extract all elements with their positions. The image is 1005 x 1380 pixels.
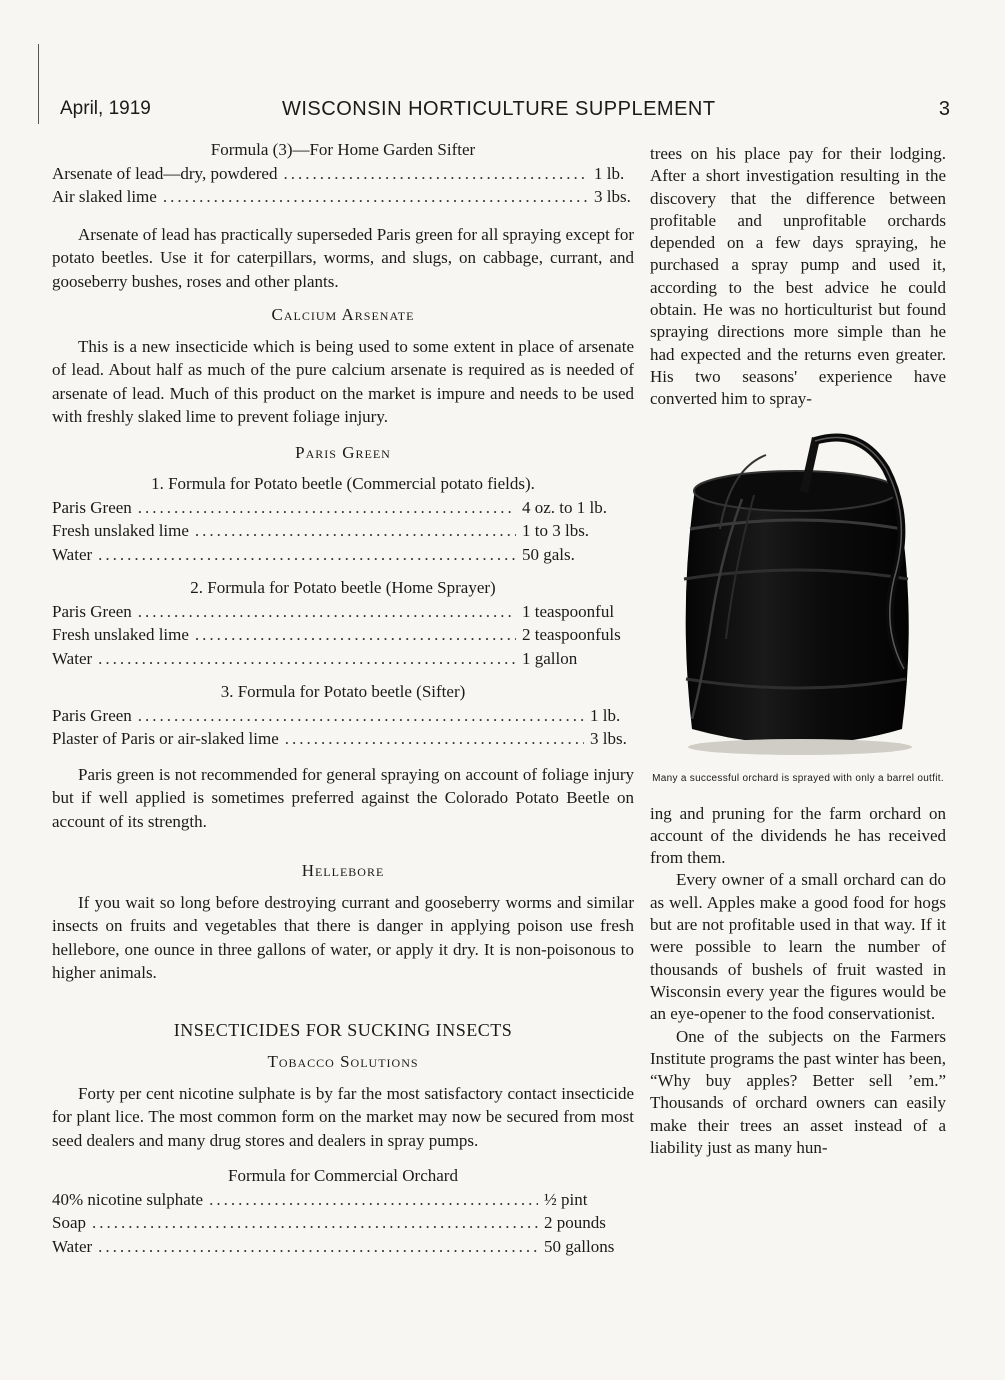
running-header bbox=[60, 98, 950, 126]
farmers-institute-paragraph: One of the subjects on the Farmers Institute programs the past winter has been, “Why buy apples? Better sell ’em.” Thousands of orchard owners can easily make their trees an asset instead of a liability just as many hun- bbox=[650, 1026, 947, 1158]
formula-row bbox=[52, 600, 634, 624]
ingredient-label: Plaster of Paris or air-slaked lime bbox=[52, 729, 279, 748]
ingredient-amount: 4 oz. to 1 lb. bbox=[522, 497, 607, 517]
ingredient-label: Water bbox=[52, 544, 93, 564]
header-title: WISCONSIN HORTICULTURE SUPPLEMENT bbox=[282, 98, 716, 120]
ingredient-label: Soap bbox=[52, 1213, 86, 1232]
ingredient-amount: 1 gallon bbox=[522, 648, 578, 668]
barrel-sprayer-photo-icon bbox=[650, 429, 946, 769]
formula-row bbox=[52, 496, 634, 520]
left-column bbox=[52, 138, 634, 1258]
paris-formula-3-title: 3. Formula for Potato beetle (Sifter) bbox=[220, 682, 466, 701]
formula-row bbox=[52, 727, 634, 751]
ingredient-amount: 1 lb. bbox=[594, 163, 625, 183]
ingredient-label: 40% nicotine sulphate bbox=[52, 1189, 204, 1209]
ingredient-amount: 2 pounds bbox=[544, 1213, 606, 1232]
ingredient-amount: 1 teaspoonful bbox=[522, 601, 615, 621]
ingredient-amount: 50 gallons bbox=[544, 1236, 615, 1256]
hellebore-heading: Hellebore bbox=[301, 861, 385, 880]
ingredient-amount: 3 lbs. bbox=[594, 187, 631, 206]
formula-row bbox=[52, 185, 634, 209]
formula-row bbox=[52, 1235, 634, 1259]
ingredient-amount: 3 lbs. bbox=[590, 729, 627, 748]
ingredient-label: Fresh unslaked lime bbox=[52, 521, 189, 540]
ingredient-amount: 50 gals. bbox=[522, 544, 575, 564]
calcium-arsenate-heading: Calcium Arsenate bbox=[271, 305, 415, 324]
ingredient-amount: 1 to 3 lbs. bbox=[522, 521, 590, 540]
ingredient-amount: ½ pint bbox=[544, 1189, 588, 1209]
margin-rule bbox=[38, 44, 39, 124]
spraying-story-paragraph: trees on his place pay for their lodging. After a short investigation resulting in the discovery that the difference between profitable and unprofitable orchards depended on a few days spraying, he purchased a spray pump and used it, according to the best advice he could obtain. He was no horticulturist but found spraying directions more simple than he had expected and the returns even greater. His two seasons' experience have converted him to spray- bbox=[650, 144, 946, 409]
figure-caption: Many a successful orchard is sprayed with only a barrel outfit. bbox=[652, 772, 944, 784]
ingredient-label: Air slaked lime bbox=[52, 187, 157, 206]
formula-3-title: Formula (3)—For Home Garden Sifter bbox=[210, 140, 476, 159]
header-date: April, 1919 bbox=[60, 98, 151, 119]
ingredient-amount: 1 lb. bbox=[590, 705, 621, 725]
calcium-arsenate-paragraph: This is a new insecticide which is being used to some extent in place of arsenate of lead. About half as much of the pure calcium arsenate is required as is needed of arsenate of lead. Much of this product on the market is impure and needs to be used with freshly slaked lime to prevent foliage injury. bbox=[52, 336, 634, 426]
formula-row bbox=[52, 704, 634, 728]
commercial-formula-title: Formula for Commercial Orchard bbox=[228, 1166, 458, 1185]
ingredient-label: Water bbox=[52, 648, 93, 668]
ingredient-amount: 2 teaspoonfuls bbox=[522, 625, 621, 644]
arsenate-paragraph: Arsenate of lead has practically superseded Paris green for all spraying except for potato beetles. Use it for caterpillars, worms, and slugs, on cabbage, currant, and gooseberry bushes, roses and other plants. bbox=[52, 224, 634, 291]
formula-row bbox=[52, 1188, 634, 1212]
paris-formula-2-title: 2. Formula for Potato beetle (Home Sprayer) bbox=[190, 578, 496, 597]
formula-row bbox=[52, 519, 634, 543]
formula-row bbox=[52, 1211, 634, 1235]
orchard-owner-paragraph: Every owner of a small orchard can do as well. Apples make a good food for hogs but are not profitable used in that way. If it were possible to learn the number of thousands of bushels of fruit wasted in Wisconsin every year the figures would be an eye-opener to the food conservationist. bbox=[650, 870, 946, 1024]
paris-green-paragraph: Paris green is not recommended for general spraying on account of foliage injury but if well applied is sometimes preferred against the Colorado Potato Beetle on account of its strength. bbox=[52, 764, 634, 831]
ingredient-label: Paris Green bbox=[52, 705, 132, 725]
ingredient-label: Paris Green bbox=[52, 601, 132, 621]
page-number: 3 bbox=[938, 98, 950, 120]
ingredient-label: Water bbox=[52, 1236, 93, 1256]
dividends-paragraph: ing and pruning for the farm orchard on account of the dividends he has received from them. bbox=[650, 803, 946, 868]
ingredient-label: Arsenate of lead—dry, powdered bbox=[52, 163, 278, 183]
tobacco-paragraph: Forty per cent nicotine sulphate is by far the most satisfactory contact insecticide for plant lice. The most common form on the market may now be secured from most seed dealers and many drug stores and dealers in spray pumps. bbox=[52, 1083, 634, 1150]
sucking-insects-heading: INSECTICIDES FOR SUCKING INSECTS bbox=[173, 1019, 513, 1040]
ingredient-label: Paris Green bbox=[52, 497, 132, 517]
paris-formula-1-title: 1. Formula for Potato beetle (Commercial potato fields). bbox=[151, 474, 535, 493]
formula-row bbox=[52, 543, 634, 567]
barrel-sprayer-figure bbox=[650, 429, 946, 769]
tobacco-heading: Tobacco Solutions bbox=[267, 1052, 419, 1071]
formula-row bbox=[52, 162, 634, 186]
formula-row bbox=[52, 647, 634, 671]
right-column bbox=[650, 143, 946, 1159]
formula-row bbox=[52, 623, 634, 647]
ingredient-label: Fresh unslaked lime bbox=[52, 625, 189, 644]
paris-green-heading: Paris Green bbox=[295, 442, 391, 462]
hellebore-paragraph: If you wait so long before destroying currant and gooseberry worms and similar insects on fruits and vegetables that there is danger in applying poison use fresh hellebore, one ounce in three gallons of water, or apply it dry. It is non-poisonous to higher animals. bbox=[52, 892, 634, 982]
